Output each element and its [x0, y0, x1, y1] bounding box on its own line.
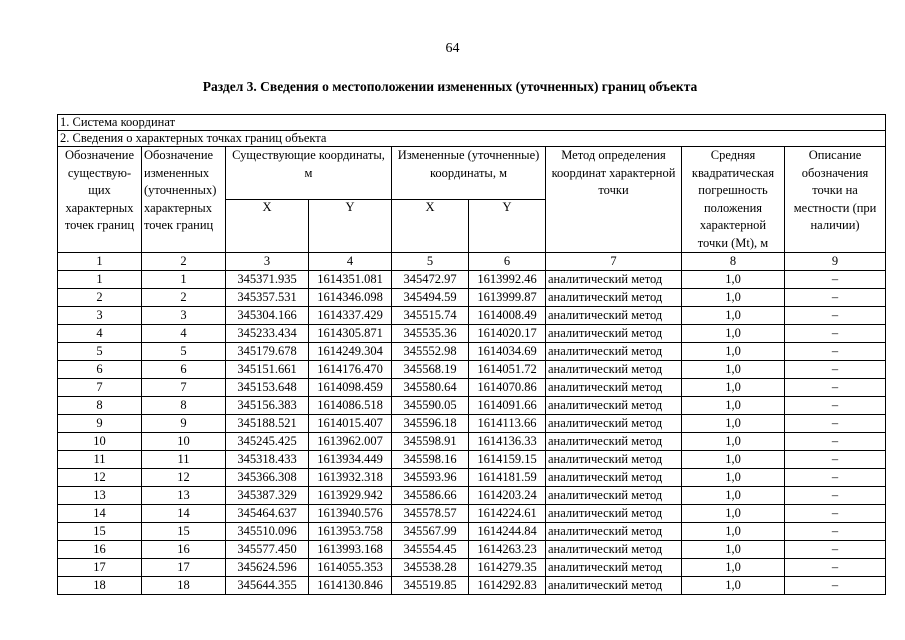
existing-point-cell: 3	[58, 307, 142, 325]
y-existing-cell: 1613953.758	[309, 523, 392, 541]
coordinate-system-label: 1. Система координат	[58, 115, 886, 131]
table-row	[58, 325, 886, 343]
x-changed-cell: 345535.36	[392, 325, 469, 343]
x-changed-cell: 345568.19	[392, 361, 469, 379]
changed-point-cell: 10	[142, 433, 226, 451]
error-cell: 1,0	[682, 271, 785, 289]
table-row	[58, 271, 886, 289]
x-changed-cell: 345593.96	[392, 469, 469, 487]
x-changed-cell: 345538.28	[392, 559, 469, 577]
error-cell: 1,0	[682, 307, 785, 325]
y-existing-cell: 1613962.007	[309, 433, 392, 451]
x-existing-cell: 345179.678	[226, 343, 309, 361]
y-changed-cell: 1614113.66	[469, 415, 546, 433]
y-existing-cell: 1614015.407	[309, 415, 392, 433]
existing-point-cell: 12	[58, 469, 142, 487]
changed-point-cell: 2	[142, 289, 226, 307]
x-existing-cell: 345464.637	[226, 505, 309, 523]
header-x-existing: X	[226, 200, 309, 253]
description-cell: –	[785, 433, 886, 451]
table-row	[58, 415, 886, 433]
table-row	[58, 379, 886, 397]
x-changed-cell: 345580.64	[392, 379, 469, 397]
description-cell: –	[785, 577, 886, 595]
method-cell: аналитический метод	[546, 523, 682, 541]
y-changed-cell: 1614244.84	[469, 523, 546, 541]
error-cell: 1,0	[682, 469, 785, 487]
error-cell: 1,0	[682, 523, 785, 541]
changed-point-cell: 14	[142, 505, 226, 523]
method-cell: аналитический метод	[546, 487, 682, 505]
table-row	[58, 343, 886, 361]
column-index-cell: 1	[58, 253, 142, 271]
method-cell: аналитический метод	[546, 469, 682, 487]
changed-point-cell: 3	[142, 307, 226, 325]
changed-point-cell: 12	[142, 469, 226, 487]
x-existing-cell: 345387.329	[226, 487, 309, 505]
error-cell: 1,0	[682, 289, 785, 307]
existing-point-cell: 10	[58, 433, 142, 451]
y-existing-cell: 1614086.518	[309, 397, 392, 415]
method-cell: аналитический метод	[546, 271, 682, 289]
header-method: Метод определения координат характерной точки	[546, 147, 682, 253]
existing-point-cell: 1	[58, 271, 142, 289]
error-cell: 1,0	[682, 541, 785, 559]
error-cell: 1,0	[682, 505, 785, 523]
table-row	[58, 289, 886, 307]
changed-point-cell: 5	[142, 343, 226, 361]
column-index-cell: 6	[469, 253, 546, 271]
column-index-row	[58, 253, 886, 271]
existing-point-cell: 14	[58, 505, 142, 523]
existing-point-cell: 6	[58, 361, 142, 379]
coordinate-system-row	[58, 115, 886, 131]
x-existing-cell: 345577.450	[226, 541, 309, 559]
y-existing-cell: 1614055.353	[309, 559, 392, 577]
changed-point-cell: 9	[142, 415, 226, 433]
error-cell: 1,0	[682, 451, 785, 469]
y-existing-cell: 1614337.429	[309, 307, 392, 325]
table-row	[58, 307, 886, 325]
header-y-existing: Y	[309, 200, 392, 253]
x-existing-cell: 345510.096	[226, 523, 309, 541]
changed-point-cell: 13	[142, 487, 226, 505]
changed-point-cell: 7	[142, 379, 226, 397]
y-changed-cell: 1613992.46	[469, 271, 546, 289]
header-row-top	[58, 147, 886, 200]
column-index-cell: 8	[682, 253, 785, 271]
changed-point-cell: 17	[142, 559, 226, 577]
description-cell: –	[785, 271, 886, 289]
section-title: Раздел 3. Сведения о местоположении измененных (уточненных) границ объекта	[202, 79, 698, 94]
description-cell: –	[785, 361, 886, 379]
x-existing-cell: 345624.596	[226, 559, 309, 577]
y-changed-cell: 1614181.59	[469, 469, 546, 487]
changed-point-cell: 18	[142, 577, 226, 595]
table-row	[58, 361, 886, 379]
table-row	[58, 559, 886, 577]
x-changed-cell: 345578.57	[392, 505, 469, 523]
description-cell: –	[785, 307, 886, 325]
changed-point-cell: 15	[142, 523, 226, 541]
method-cell: аналитический метод	[546, 361, 682, 379]
header-description: Описание обозначения точки на местности (при наличии)	[785, 147, 886, 253]
table-row	[58, 397, 886, 415]
error-cell: 1,0	[682, 487, 785, 505]
method-cell: аналитический метод	[546, 559, 682, 577]
y-changed-cell: 1614091.66	[469, 397, 546, 415]
method-cell: аналитический метод	[546, 505, 682, 523]
x-existing-cell: 345644.355	[226, 577, 309, 595]
description-cell: –	[785, 379, 886, 397]
y-changed-cell: 1614034.69	[469, 343, 546, 361]
method-cell: аналитический метод	[546, 451, 682, 469]
changed-point-cell: 6	[142, 361, 226, 379]
existing-point-cell: 15	[58, 523, 142, 541]
points-info-label: 2. Сведения о характерных точках границ объекта	[58, 131, 886, 147]
x-changed-cell: 345515.74	[392, 307, 469, 325]
column-index-cell: 4	[309, 253, 392, 271]
column-index-cell: 3	[226, 253, 309, 271]
method-cell: аналитический метод	[546, 379, 682, 397]
method-cell: аналитический метод	[546, 325, 682, 343]
x-changed-cell: 345519.85	[392, 577, 469, 595]
method-cell: аналитический метод	[546, 433, 682, 451]
y-existing-cell: 1613993.168	[309, 541, 392, 559]
y-changed-cell: 1614224.61	[469, 505, 546, 523]
y-changed-cell: 1614203.24	[469, 487, 546, 505]
existing-point-cell: 7	[58, 379, 142, 397]
x-existing-cell: 345188.521	[226, 415, 309, 433]
error-cell: 1,0	[682, 415, 785, 433]
table-row	[58, 505, 886, 523]
page-number: 64	[445, 41, 460, 56]
y-changed-cell: 1614279.35	[469, 559, 546, 577]
error-cell: 1,0	[682, 559, 785, 577]
y-changed-cell: 1614136.33	[469, 433, 546, 451]
description-cell: –	[785, 451, 886, 469]
x-changed-cell: 345472.97	[392, 271, 469, 289]
x-existing-cell: 345318.433	[226, 451, 309, 469]
description-cell: –	[785, 559, 886, 577]
description-cell: –	[785, 469, 886, 487]
error-cell: 1,0	[682, 325, 785, 343]
table-row	[58, 433, 886, 451]
y-existing-cell: 1614351.081	[309, 271, 392, 289]
description-cell: –	[785, 325, 886, 343]
x-changed-cell: 345598.16	[392, 451, 469, 469]
error-cell: 1,0	[682, 343, 785, 361]
error-cell: 1,0	[682, 397, 785, 415]
table-row	[58, 451, 886, 469]
x-changed-cell: 345596.18	[392, 415, 469, 433]
y-changed-cell: 1614292.83	[469, 577, 546, 595]
existing-point-cell: 11	[58, 451, 142, 469]
existing-point-cell: 16	[58, 541, 142, 559]
method-cell: аналитический метод	[546, 307, 682, 325]
x-existing-cell: 345156.383	[226, 397, 309, 415]
description-cell: –	[785, 343, 886, 361]
x-existing-cell: 345371.935	[226, 271, 309, 289]
method-cell: аналитический метод	[546, 289, 682, 307]
y-changed-cell: 1614008.49	[469, 307, 546, 325]
x-existing-cell: 345233.434	[226, 325, 309, 343]
description-cell: –	[785, 397, 886, 415]
method-cell: аналитический метод	[546, 541, 682, 559]
x-changed-cell: 345590.05	[392, 397, 469, 415]
points-info-row	[58, 131, 886, 147]
existing-point-cell: 5	[58, 343, 142, 361]
y-existing-cell: 1613934.449	[309, 451, 392, 469]
column-index-cell: 5	[392, 253, 469, 271]
method-cell: аналитический метод	[546, 397, 682, 415]
y-existing-cell: 1613932.318	[309, 469, 392, 487]
changed-point-cell: 4	[142, 325, 226, 343]
y-existing-cell: 1613929.942	[309, 487, 392, 505]
error-cell: 1,0	[682, 433, 785, 451]
x-changed-cell: 345494.59	[392, 289, 469, 307]
description-cell: –	[785, 541, 886, 559]
existing-point-cell: 4	[58, 325, 142, 343]
x-changed-cell: 345598.91	[392, 433, 469, 451]
x-existing-cell: 345151.661	[226, 361, 309, 379]
table-row	[58, 469, 886, 487]
method-cell: аналитический метод	[546, 343, 682, 361]
x-changed-cell: 345552.98	[392, 343, 469, 361]
x-existing-cell: 345357.531	[226, 289, 309, 307]
table-row	[58, 577, 886, 595]
description-cell: –	[785, 523, 886, 541]
table-row	[58, 523, 886, 541]
header-y-changed: Y	[469, 200, 546, 253]
changed-point-cell: 11	[142, 451, 226, 469]
y-changed-cell: 1614020.17	[469, 325, 546, 343]
existing-point-cell: 13	[58, 487, 142, 505]
x-changed-cell: 345567.99	[392, 523, 469, 541]
x-changed-cell: 345586.66	[392, 487, 469, 505]
y-existing-cell: 1614130.846	[309, 577, 392, 595]
y-existing-cell: 1614176.470	[309, 361, 392, 379]
x-existing-cell: 345366.308	[226, 469, 309, 487]
y-changed-cell: 1613999.87	[469, 289, 546, 307]
header-error: Средняя квадратическая погрешность положения характерной точки (Mt), м	[682, 147, 785, 253]
changed-point-cell: 8	[142, 397, 226, 415]
y-existing-cell: 1614346.098	[309, 289, 392, 307]
y-changed-cell: 1614159.15	[469, 451, 546, 469]
table-row	[58, 487, 886, 505]
description-cell: –	[785, 415, 886, 433]
header-existing-points: Обозначение существую-щих характерных точек границ	[58, 147, 142, 253]
description-cell: –	[785, 289, 886, 307]
y-changed-cell: 1614263.23	[469, 541, 546, 559]
column-index-cell: 7	[546, 253, 682, 271]
changed-point-cell: 1	[142, 271, 226, 289]
header-changed-coords: Измененные (уточненные) координаты, м	[392, 147, 546, 200]
y-existing-cell: 1614098.459	[309, 379, 392, 397]
y-existing-cell: 1614305.871	[309, 325, 392, 343]
column-index-cell: 9	[785, 253, 886, 271]
method-cell: аналитический метод	[546, 415, 682, 433]
y-changed-cell: 1614051.72	[469, 361, 546, 379]
y-changed-cell: 1614070.86	[469, 379, 546, 397]
header-existing-coords: Существующие координаты, м	[226, 147, 392, 200]
existing-point-cell: 18	[58, 577, 142, 595]
error-cell: 1,0	[682, 577, 785, 595]
description-cell: –	[785, 505, 886, 523]
header-x-changed: X	[392, 200, 469, 253]
existing-point-cell: 2	[58, 289, 142, 307]
existing-point-cell: 9	[58, 415, 142, 433]
table-row	[58, 541, 886, 559]
coordinates-table	[57, 114, 886, 595]
header-changed-points: Обозначение измененных (уточненных) характерных точек границ	[142, 147, 226, 253]
x-existing-cell: 345153.648	[226, 379, 309, 397]
error-cell: 1,0	[682, 361, 785, 379]
y-existing-cell: 1614249.304	[309, 343, 392, 361]
x-existing-cell: 345245.425	[226, 433, 309, 451]
y-existing-cell: 1613940.576	[309, 505, 392, 523]
changed-point-cell: 16	[142, 541, 226, 559]
existing-point-cell: 8	[58, 397, 142, 415]
description-cell: –	[785, 487, 886, 505]
existing-point-cell: 17	[58, 559, 142, 577]
x-existing-cell: 345304.166	[226, 307, 309, 325]
column-index-cell: 2	[142, 253, 226, 271]
x-changed-cell: 345554.45	[392, 541, 469, 559]
error-cell: 1,0	[682, 379, 785, 397]
method-cell: аналитический метод	[546, 577, 682, 595]
